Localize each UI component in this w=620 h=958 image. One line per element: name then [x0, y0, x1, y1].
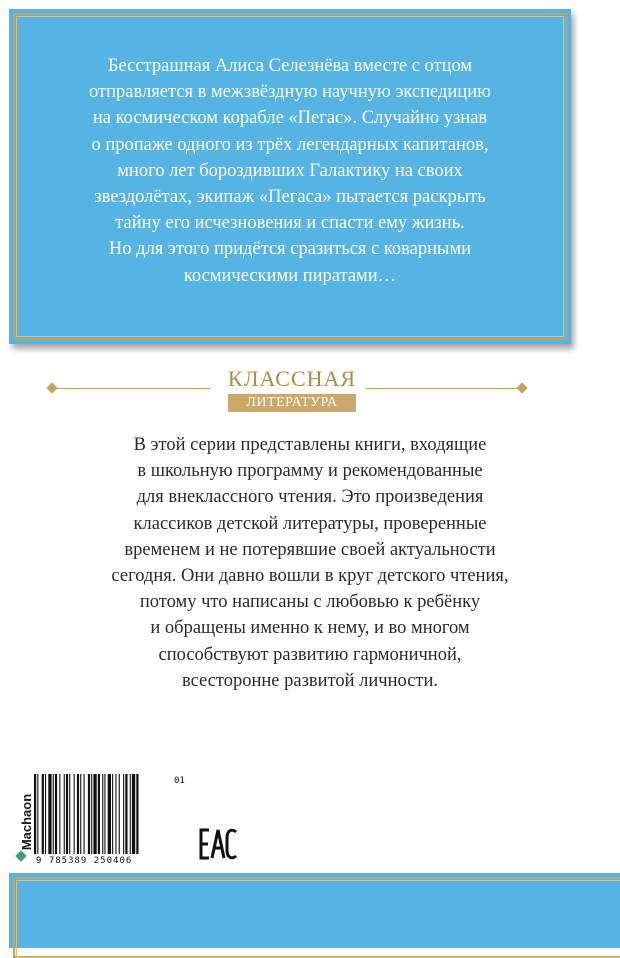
barcode-bar — [102, 774, 103, 854]
series-description — [60, 432, 560, 694]
barcode-bar — [45, 774, 46, 854]
barcode-bar — [53, 774, 54, 854]
barcode-bar — [69, 774, 70, 854]
barcode-bar — [84, 774, 85, 854]
publisher-logo: Machaon — [19, 793, 34, 851]
barcode-bar — [93, 774, 96, 854]
description-line: для внеклассного чтения. Это произведения — [136, 487, 484, 508]
description-line: потому что написаны с любовью к ребёнку — [139, 592, 481, 613]
barcode-bar — [59, 774, 60, 854]
barcode-bar — [64, 774, 65, 854]
barcode-bar — [91, 774, 92, 854]
barcode-bar — [74, 774, 75, 854]
barcode-bar — [34, 774, 36, 854]
barcode-bar — [37, 774, 38, 854]
description-line: сегодня. Они давно вошли в круг детского чтения, — [111, 566, 509, 587]
isbn-digits: 9 785389 250406 — [36, 856, 133, 866]
barcode-addon: 01 — [174, 776, 185, 786]
eac-certification-icon — [198, 826, 238, 862]
description-line: способствуют развитию гармоничной, — [158, 644, 462, 665]
annotation-line: Бесстрашная Алиса Селезнёва вместе с отцом — [107, 56, 473, 76]
ornament-rule-right — [366, 388, 522, 389]
description-line: всесторонне развитой личности. — [181, 670, 439, 691]
description-line: классиков детской литературы, проверенные — [133, 513, 487, 534]
barcode-bar — [98, 774, 100, 854]
annotation-line: много лет бороздивших Галактику на своих — [117, 160, 463, 181]
barcode-bar — [136, 774, 138, 854]
series-header — [52, 366, 522, 422]
diamond-icon — [516, 382, 527, 393]
barcode-bar — [42, 774, 44, 854]
barcode-bar — [77, 774, 79, 854]
annotation-line: космическими пиратами… — [183, 265, 397, 286]
barcode-bar — [104, 774, 105, 854]
barcode-bar — [112, 774, 113, 854]
barcode-bar — [115, 774, 116, 854]
annotation-line: тайну его исчезновения и спасти ему жизнь. — [115, 213, 465, 234]
barcode-bar — [88, 774, 90, 854]
barcode-bar — [125, 774, 127, 854]
annotation-panel — [9, 9, 571, 344]
description-line: в школьную программу и рекомендованные — [137, 461, 483, 482]
barcode-bar — [55, 774, 57, 854]
annotation-line: отправляется в межзвёздную научную экспедицию — [89, 82, 491, 103]
barcode-bar — [48, 774, 51, 854]
barcode-icon — [32, 774, 174, 856]
barcode-block — [14, 774, 186, 866]
barcode-bar — [123, 774, 124, 854]
annotation-line: Но для этого придётся сразиться с коварными — [108, 239, 472, 260]
annotation-line: о пропаже одного из трёх легендарных капитанов, — [91, 134, 489, 155]
annotation-line: на космическом корабле «Пегас». Случайно узнав — [92, 108, 488, 129]
diamond-icon — [46, 382, 57, 393]
footer-panel — [9, 873, 620, 948]
description-line: временем и не потерявшие своей актуальности — [124, 539, 496, 560]
annotation-text — [39, 53, 541, 289]
barcode-bar — [108, 774, 111, 854]
annotation-line: звездолётах, экипаж «Пегаса» пытается раскрыть — [94, 187, 486, 208]
barcode-bar — [119, 774, 120, 854]
barcode-bar — [80, 774, 81, 854]
barcode-bar — [66, 774, 68, 854]
description-line: В этой серии представлены книги, входящие — [133, 435, 487, 455]
ornament-rule-left — [52, 388, 210, 389]
series-subtitle: ЛИТЕРАТУРА — [228, 394, 356, 412]
footer-frame-inner — [16, 880, 620, 958]
barcode-bar — [130, 774, 131, 854]
series-title: КЛАССНАЯ — [227, 366, 357, 391]
barcode-bar — [132, 774, 135, 854]
description-line: и обращены именно к нему, и во многом — [150, 618, 470, 639]
